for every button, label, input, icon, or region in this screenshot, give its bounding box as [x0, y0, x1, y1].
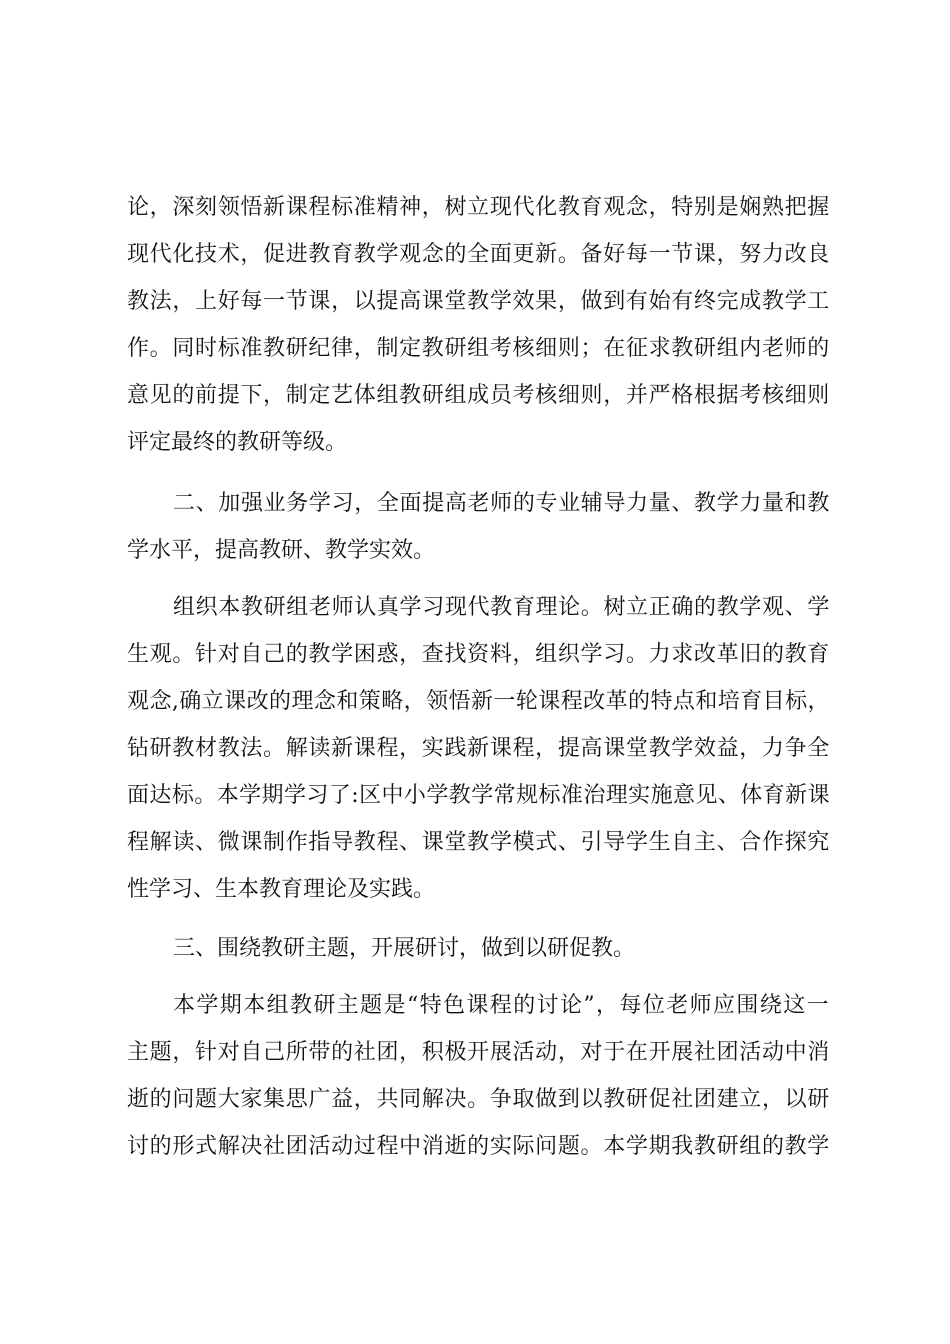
- text-line: [0, 870, 950, 910]
- text-line: [0, 423, 950, 463]
- text-line: [0, 188, 950, 228]
- line-text: 程解读、微课制作指导教程、课堂教学模式、引导学生自主、合作探究: [127, 830, 830, 855]
- text-line: [0, 635, 950, 675]
- section-heading-line: [0, 484, 950, 524]
- line-text: 论，深刻领悟新课程标准精神，树立现代化教育观念，特别是娴熟把握: [127, 195, 830, 220]
- line-text: 现代化技术，促进教育教学观念的全面更新。备好每一节课，努力改良: [127, 242, 830, 267]
- line-text: 二、加强业务学习，全面提高老师的专业辅导力量、教学力量和教: [173, 491, 830, 516]
- text-line: [0, 329, 950, 369]
- section-heading-line: [0, 929, 950, 969]
- paragraph-first-line: [0, 986, 950, 1026]
- text-line: [0, 531, 950, 571]
- text-line: [0, 376, 950, 416]
- text-line: [0, 682, 950, 722]
- line-text: 逝的问题大家集思广益，共同解决。争取做到以教研促社团建立，以研: [127, 1087, 830, 1112]
- text-line: [0, 1080, 950, 1120]
- line-text: 本学期本组教研主题是“特色课程的讨论”，每位老师应围绕这一: [173, 993, 830, 1018]
- line-text: 三、围绕教研主题，开展研讨，做到以研促教。: [173, 936, 636, 961]
- line-text: 生观。针对自己的教学困惑，查找资料，组织学习。力求改革旧的教育: [127, 642, 830, 667]
- line-text: 钻研教材教法。解读新课程，实践新课程，提高课堂教学效益，力争全: [127, 736, 830, 761]
- line-text: 面达标。本学期学习了:区中小学教学常规标准治理实施意见、体育新课: [127, 783, 830, 808]
- text-line: [0, 776, 950, 816]
- text-line: [0, 1127, 950, 1167]
- line-text: 评定最终的教研等级。: [127, 430, 348, 455]
- line-text: 学水平，提高教研、教学实效。: [127, 538, 436, 563]
- line-text: 组织本教研组老师认真学习现代教育理论。树立正确的教学观、学: [173, 595, 830, 620]
- line-text: 意见的前提下，制定艺体组教研组成员考核细则，并严格根据考核细则: [127, 383, 830, 408]
- line-text: 性学习、生本教育理论及实践。: [127, 877, 436, 902]
- line-text: 作。同时标准教研纪律，制定教研组考核细则；在征求教研组内老师的: [127, 336, 830, 361]
- text-line: [0, 729, 950, 769]
- line-text: 教法，上好每一节课，以提高课堂教学效果，做到有始有终完成教学工: [127, 289, 830, 314]
- text-line: [0, 1033, 950, 1073]
- line-text: 讨的形式解决社团活动过程中消逝的实际问题。本学期我教研组的教学: [127, 1134, 830, 1159]
- paragraph-first-line: [0, 588, 950, 628]
- line-text: 主题，针对自己所带的社团，积极开展活动，对于在开展社团活动中消: [127, 1040, 830, 1065]
- line-text: 观念,确立课改的理念和策略，领悟新一轮课程改革的特点和培育目标，: [127, 689, 830, 714]
- text-line: [0, 235, 950, 275]
- text-line: [0, 282, 950, 322]
- text-line: [0, 823, 950, 863]
